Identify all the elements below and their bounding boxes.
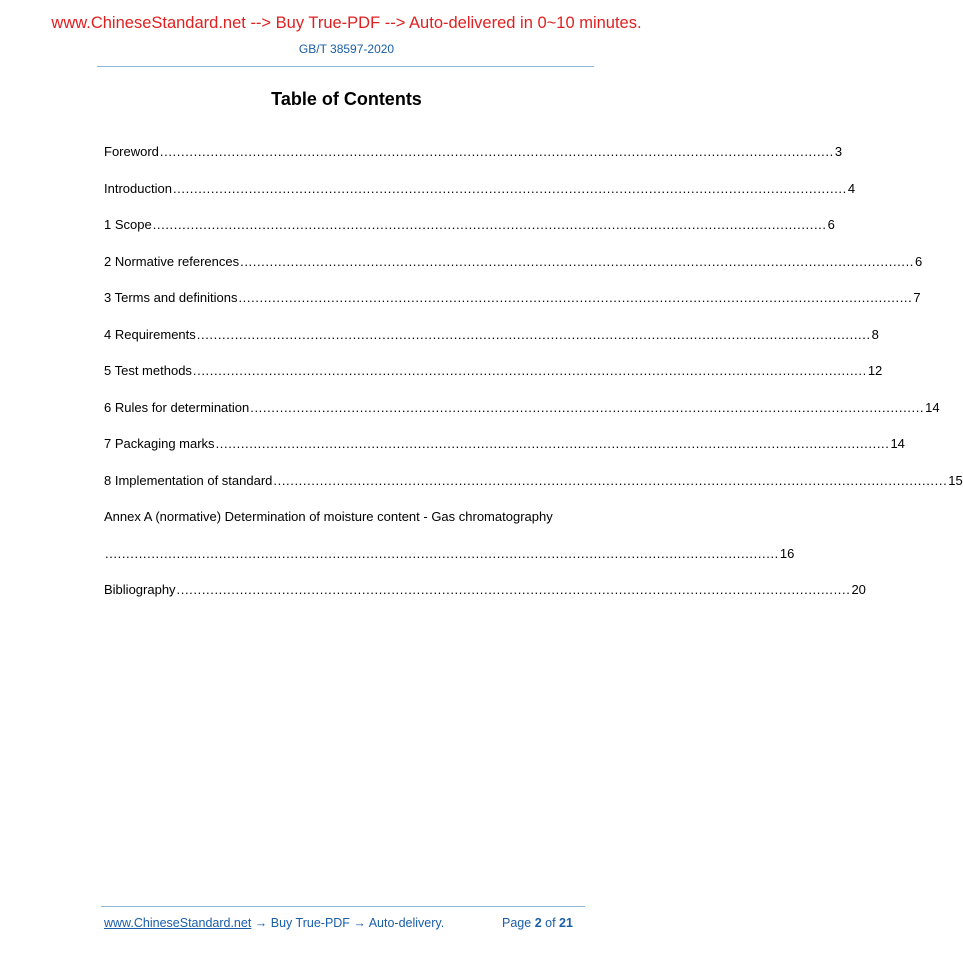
toc-entry-page: 14	[925, 399, 940, 415]
toc-dot-leader: ................................................................................................................................................................	[192, 363, 867, 378]
toc-entry-label: Annex A (normative) Determination of moisture content - Gas chromatography	[104, 509, 553, 524]
toc-entry-packaging-marks[interactable]	[104, 436, 905, 473]
toc-dot-leader: ................................................................................................................................................................	[215, 436, 890, 451]
toc-entry-label: 6 Rules for determination	[104, 399, 250, 415]
page-total: 21	[559, 916, 573, 930]
toc-entry-label: 7 Packaging marks	[104, 436, 215, 451]
toc-entry-label: Foreword	[104, 144, 159, 159]
toc-dot-leader: ................................................................................................................................................................	[238, 290, 913, 305]
toc-entry-scope[interactable]	[104, 217, 835, 254]
page-current: 2	[534, 916, 542, 930]
toc-dot-leader: ................................................................................................................................................................	[176, 582, 851, 597]
toc-entry-label: 2 Normative references	[104, 253, 240, 269]
toc-entry-test-methods[interactable]	[104, 363, 883, 400]
toc-entry-page: 16	[779, 545, 795, 561]
toc-entry-page: 20	[851, 582, 866, 597]
toc-entry-label: 8 Implementation of standard	[104, 472, 273, 488]
footer-divider	[101, 906, 585, 907]
document-code: GB/T 38597-2020	[298, 42, 395, 56]
toc-entry-page: 7	[913, 290, 921, 305]
toc-dot-leader: ................................................................................................................................................................	[159, 144, 834, 159]
footer-site-link[interactable]: www.ChineseStandard.net	[104, 916, 252, 930]
toc-entry-label: 5 Test methods	[104, 363, 192, 378]
toc-dot-leader: ................................................................................................................................................................	[172, 180, 847, 196]
toc-dot-leader: ................................................................................................................................................................	[250, 399, 925, 415]
page-title: Table of Contents	[271, 89, 422, 109]
header-divider	[97, 66, 594, 67]
toc-dot-leader: ................................................................................................................................................................	[240, 253, 915, 269]
toc-entry-page: 3	[834, 144, 843, 159]
toc-entry-page: 4	[847, 180, 856, 196]
toc-dot-leader: ................................................................................................................................................................	[152, 217, 827, 232]
toc-entry-bibliography[interactable]	[104, 582, 866, 619]
toc-entry-foreword[interactable]	[104, 144, 843, 181]
footer-promo-text: → Buy True-PDF → Auto-delivery.	[251, 916, 445, 930]
toc-dot-leader: ................................................................................................................................................................	[105, 545, 779, 561]
page-indicator	[502, 916, 573, 930]
toc-dot-leader: ................................................................................................................................................................	[196, 326, 871, 342]
page-of-label: of	[545, 916, 556, 930]
toc-entry-terms-and-definitions[interactable]	[104, 290, 921, 327]
toc-entry-annex-a[interactable]	[104, 509, 588, 546]
toc-entry-page: 14	[890, 436, 905, 451]
toc-entry-page: 6	[827, 217, 835, 232]
toc-entry-introduction[interactable]	[104, 180, 856, 218]
toc-list	[104, 144, 963, 619]
toc-entry-requirements[interactable]	[104, 326, 879, 364]
toc-entry-label: Introduction	[104, 180, 172, 196]
toc-entry-page: 15	[948, 472, 963, 488]
page-label: Page	[502, 916, 532, 930]
toc-entry-annex-a-continued[interactable]	[104, 545, 795, 583]
toc-entry-normative-references[interactable]	[104, 253, 923, 291]
toc-entry-page: 12	[867, 363, 883, 378]
toc-entry-page: 6	[915, 253, 923, 269]
toc-dot-leader: ................................................................................................................................................................	[273, 472, 948, 488]
toc-entry-label: 3 Terms and definitions	[104, 290, 238, 305]
toc-entry-label: 4 Requirements	[104, 326, 196, 342]
toc-entry-implementation-of-standard[interactable]	[104, 472, 963, 510]
toc-entry-page: 8	[871, 326, 879, 342]
footer-promo	[104, 916, 444, 930]
toc-entry-label: Bibliography	[104, 582, 176, 597]
toc-entry-label: 1 Scope	[104, 217, 152, 232]
promo-banner[interactable]: www.ChineseStandard.net --> Buy True-PDF --> Auto-delivered in 0~10 minutes.	[51, 14, 642, 32]
toc-entry-rules-for-determination[interactable]	[104, 399, 940, 437]
